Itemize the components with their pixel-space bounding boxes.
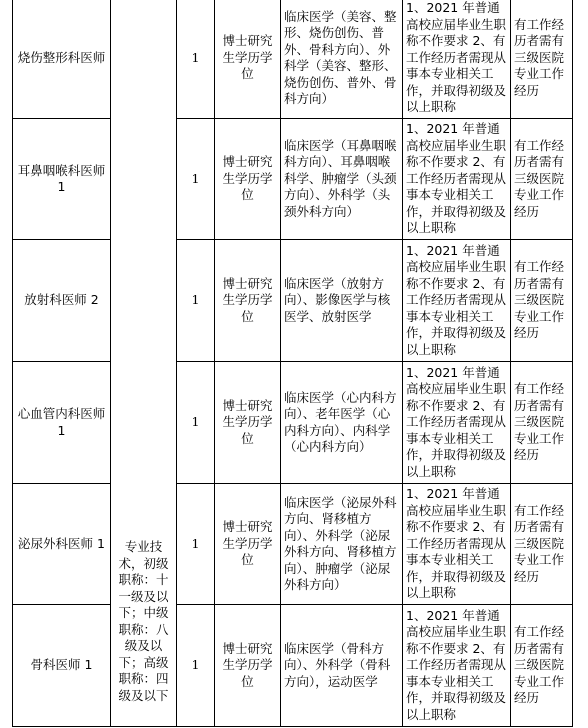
position-title: 耳鼻咽喉科医师 1 [13, 119, 111, 240]
position-title: 泌尿外科医师 1 [13, 484, 111, 605]
degree-requirement: 博士研究生学历学位 [215, 605, 281, 727]
experience-requirement: 有工作经历者需有三级医院专业工作经历 [511, 362, 573, 484]
major-requirement: 临床医学（耳鼻咽喉科方向）、耳鼻咽喉科学、肿瘤学（头颈方向）、外科学（头颈外科方向） [281, 119, 403, 240]
position-title: 放射科医师 2 [13, 240, 111, 362]
experience-requirement: 有工作经历者需有三级医院专业工作经历 [511, 240, 573, 362]
major-requirement: 临床医学（骨科方向）、外科学（骨科方向），运动医学 [281, 605, 403, 727]
headcount: 1 [177, 605, 215, 727]
major-requirement: 临床医学（心内科方向）、老年医学（心内科方向）、内科学（心内科方向） [281, 362, 403, 484]
degree-requirement: 博士研究生学历学位 [215, 240, 281, 362]
position-title: 骨科医师 1 [13, 605, 111, 727]
title-requirement: 1、2021 年普通高校应届毕业生职称不作要求 2、有工作经历者需现从事本专业相关工作，并取得初级及以上职称 [403, 240, 511, 362]
experience-requirement: 有工作经历者需有三级医院专业工作经历 [511, 484, 573, 605]
experience-requirement: 有工作经历者需有三级医院专业工作经历 [511, 119, 573, 240]
table-row [13, 605, 573, 727]
major-requirement: 临床医学（泌尿外科方向、肾移植方向）、外科学（泌尿外科方向、肾移植方向）、肿瘤学（泌尿外科方向） [281, 484, 403, 605]
headcount: 1 [177, 362, 215, 484]
degree-requirement: 博士研究生学历学位 [215, 362, 281, 484]
major-requirement: 临床医学（放射方向）、影像医学与核医学、放射医学 [281, 240, 403, 362]
title-requirement: 1、2021 年普通高校应届毕业生职称不作要求 2、有工作经历者需现从事本专业相关工作，并取得初级及以上职称 [403, 119, 511, 240]
position-title: 烧伤整形科医师 [13, 0, 111, 119]
title-requirement: 1、2021 年普通高校应届毕业生职称不作要求 2、有工作经历者需现从事本专业相关工作，并取得初级及以上职称 [403, 362, 511, 484]
recruitment-table [12, 0, 573, 727]
major-requirement: 临床医学（美容、整形、烧伤创伤、普外、骨科方向）、外科学（美容、整形、烧伤创伤、普外、骨科方向） [281, 0, 403, 119]
table-row [13, 362, 573, 484]
category-text: 专业技术，初级职称：十一级及以下；中级职称：八级及以下；高级职称：四级及以下 [118, 539, 169, 703]
degree-requirement: 博士研究生学历学位 [215, 0, 281, 119]
table-row [13, 240, 573, 362]
position-title: 心血管内科医师 1 [13, 362, 111, 484]
table-row [13, 119, 573, 240]
title-requirement: 1、2021 年普通高校应届毕业生职称不作要求 2、有工作经历者需现从事本专业相关工作，并取得初级及以上职称 [403, 484, 511, 605]
headcount: 1 [177, 484, 215, 605]
table-row [13, 484, 573, 605]
title-requirement: 1、2021 年普通高校应届毕业生职称不作要求 2、有工作经历者需现从事本专业相关工作，并取得初级及以上职称 [403, 605, 511, 727]
table-row [13, 0, 573, 119]
title-requirement: 1、2021 年普通高校应届毕业生职称不作要求 2、有工作经历者需现从事本专业相关工作，并取得初级及以上职称 [403, 0, 511, 119]
headcount: 1 [177, 0, 215, 119]
degree-requirement: 博士研究生学历学位 [215, 484, 281, 605]
experience-requirement: 有工作经历者需有三级医院专业工作经历 [511, 0, 573, 119]
headcount: 1 [177, 240, 215, 362]
category-cell [111, 0, 177, 727]
experience-requirement: 有工作经历者需有三级医院专业工作经历 [511, 605, 573, 727]
headcount: 1 [177, 119, 215, 240]
degree-requirement: 博士研究生学历学位 [215, 119, 281, 240]
